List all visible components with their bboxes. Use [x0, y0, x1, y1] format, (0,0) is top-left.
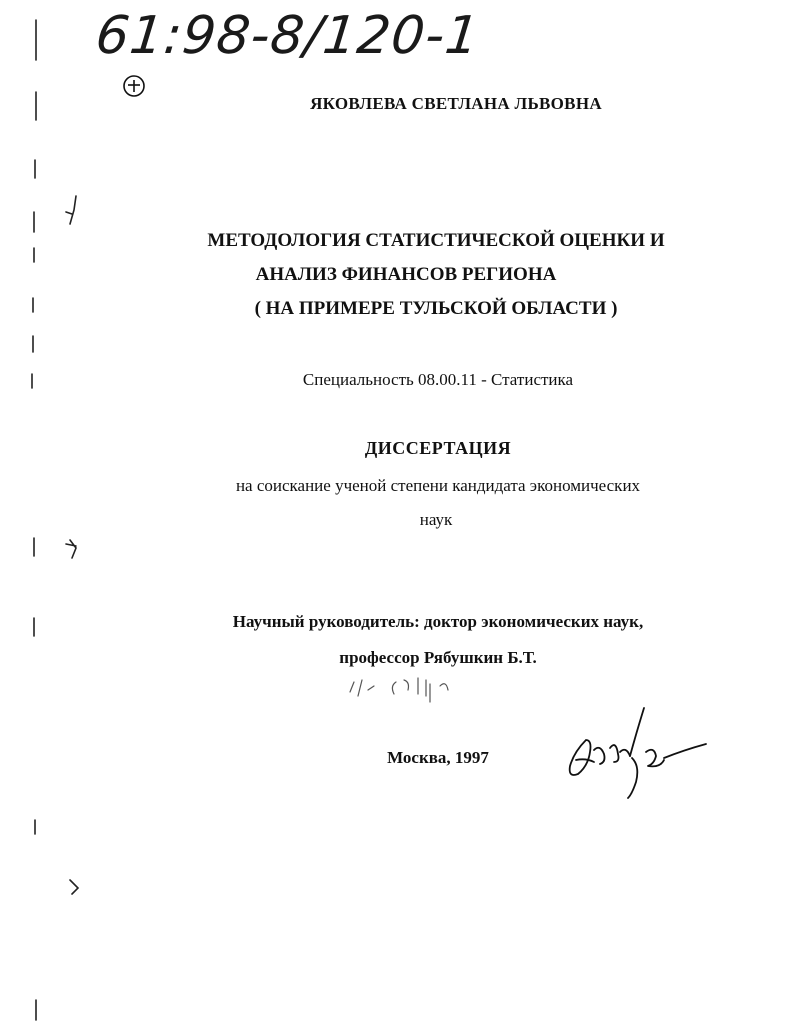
signature-scribble: [556, 700, 716, 804]
title-line-1: МЕТОДОЛОГИЯ СТАТИСТИЧЕСКОЙ ОЦЕНКИ И: [207, 230, 665, 251]
degree-line-2: наук: [419, 510, 453, 529]
archive-number-handwritten: 61:98-8/120-1: [92, 6, 483, 66]
place-and-year: Москва, 1997: [387, 748, 489, 767]
title-line-2: АНАЛИЗ ФИНАНСОВ РЕГИОНА: [255, 264, 557, 285]
title-line-3: ( НА ПРИМЕРЕ ТУЛЬСКОЙ ОБЛАСТИ ): [254, 298, 618, 319]
degree-line-1: на соискание ученой степени кандидата экономических: [235, 476, 641, 495]
specialty-line: Специальность 08.00.11 - Статистика: [302, 370, 574, 389]
advisor-line-1: Научный руководитель: доктор экономических наук,: [232, 612, 644, 631]
author-name: ЯКОВЛЕВА СВЕТЛАНА ЛЬВОВНА: [310, 94, 602, 113]
pencil-scribble: [344, 672, 464, 712]
advisor-line-2: профессор Рябушкин Б.Т.: [339, 648, 537, 667]
dissertation-label: ДИССЕРТАЦИЯ: [364, 438, 512, 458]
